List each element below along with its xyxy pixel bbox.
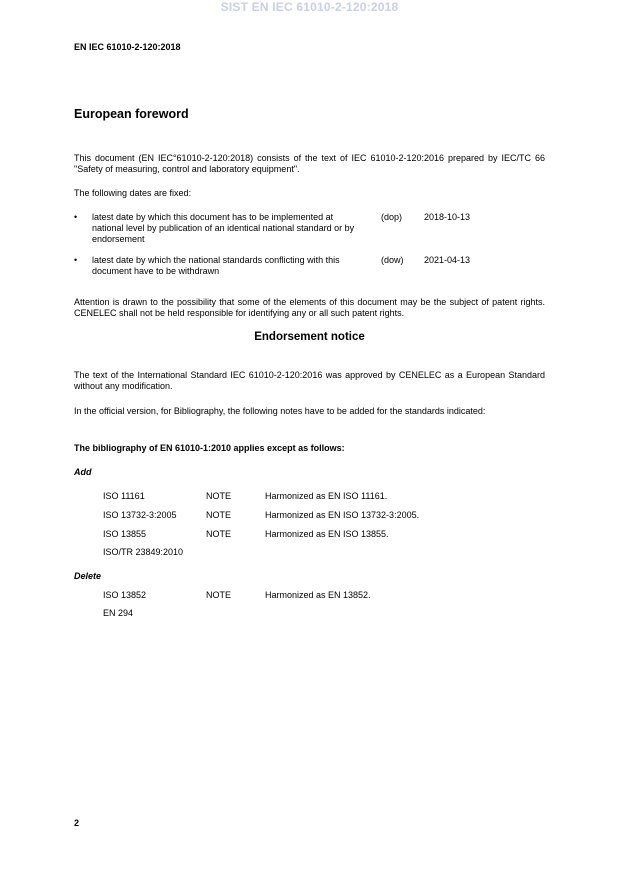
date-item-date: 2021-04-13 [424, 255, 471, 265]
harmonized-text: Harmonized as EN ISO 13732-3:2005. [265, 510, 420, 520]
date-item-text: latest date by which the national standards conflicting with this document have to be withdrawn [92, 255, 340, 276]
document-id: EN IEC 61010-2-120:2018 [74, 42, 181, 52]
date-item-dow [74, 255, 545, 279]
patent-attention: Attention is drawn to the possibility that some of the elements of this document may be the subject of patent rights. CENELEC shall not be held responsible for identifying any or all such patent rights. [74, 297, 545, 318]
delete-label: Delete [74, 571, 102, 581]
date-item-abbr: (dop) [381, 212, 403, 222]
standard-row [103, 529, 503, 540]
standard-row [103, 547, 503, 558]
standard-ref: EN 294 [103, 608, 134, 618]
bibliography-note: In the official version, for Bibliography, the following notes have to be added for the standards indicated: [74, 406, 486, 416]
standard-row [103, 608, 503, 619]
note-label: NOTE [206, 510, 232, 520]
bullet-icon: • [74, 255, 78, 265]
endorsement-text: The text of the International Standard IEC 61010-2-120:2016 was approved by CENELEC as a European Standard without any modification. [74, 370, 545, 391]
note-label: NOTE [206, 491, 232, 501]
foreword-heading: European foreword [74, 107, 189, 121]
standard-ref: ISO/TR 23849:2010 [103, 547, 184, 557]
endorsement-heading: Endorsement notice [254, 331, 365, 343]
standard-row [103, 590, 503, 601]
bullet-icon: • [74, 212, 78, 222]
page-number: 2 [74, 818, 80, 828]
date-item-text: latest date by which this document has to be implemented at national level by publication of an identical national standard or by endorsement [92, 212, 355, 244]
bibliography-heading: The bibliography of EN 61010-1:2010 applies except as follows: [74, 443, 345, 453]
date-item-date: 2018-10-13 [424, 212, 471, 222]
note-label: NOTE [206, 590, 232, 600]
standard-ref: ISO 13852 [103, 590, 147, 600]
watermark: SIST EN IEC 61010-2-120:2018 [220, 0, 399, 14]
standard-row [103, 491, 503, 502]
dates-intro: The following dates are fixed: [74, 188, 192, 198]
harmonized-text: Harmonized as EN ISO 13855. [265, 529, 389, 539]
foreword-intro: This document (EN IEC°61010-2-120:2018) consists of the text of IEC 61010-2-120:2016 prepared by IEC/TC 66 "Safety of measuring, control and laboratory equipment". [74, 153, 545, 174]
harmonized-text: Harmonized as EN 13852. [265, 590, 371, 600]
date-item-dop [74, 212, 545, 248]
standard-ref: ISO 11161 [103, 491, 145, 501]
standard-ref: ISO 13732-3:2005 [103, 510, 177, 520]
standard-ref: ISO 13855 [103, 529, 147, 539]
add-label: Add [74, 467, 92, 477]
note-label: NOTE [206, 529, 232, 539]
standard-row [103, 510, 503, 521]
date-item-abbr: (dow) [381, 255, 404, 265]
harmonized-text: Harmonized as EN ISO 11161. [265, 491, 388, 501]
